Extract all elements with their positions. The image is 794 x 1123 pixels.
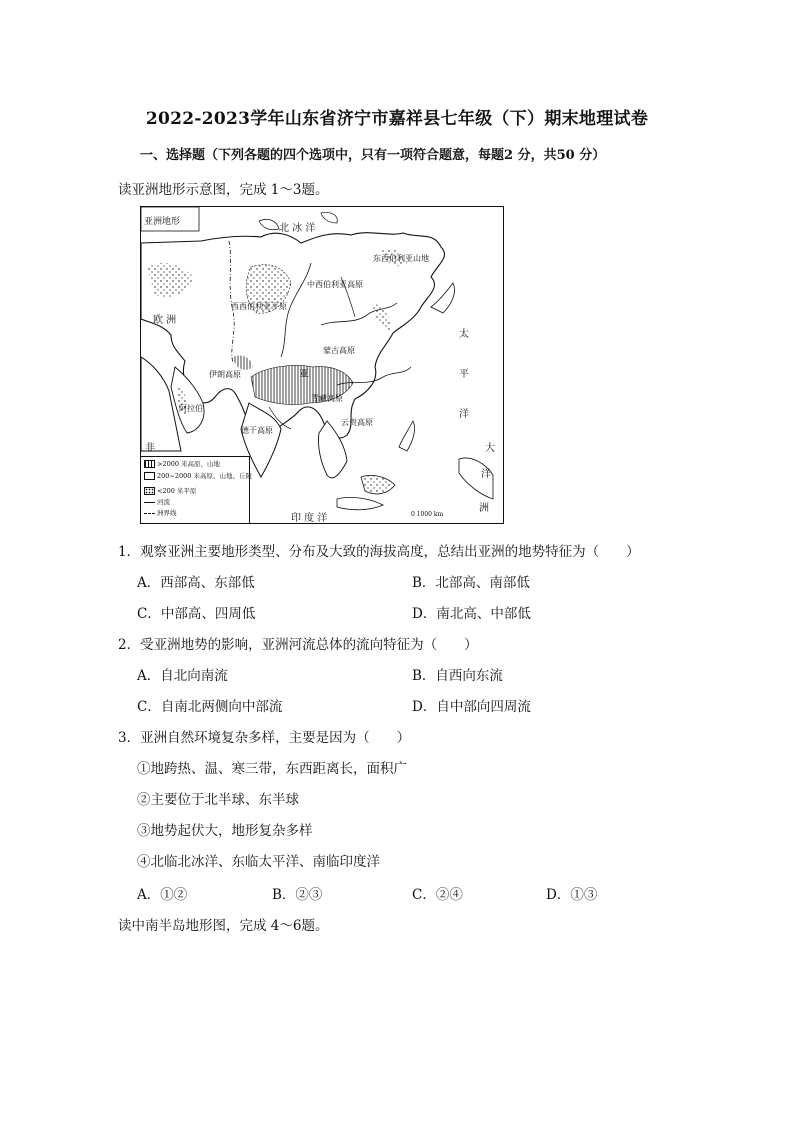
label-central-siberian-plateau: 中西伯利亚高原 (307, 280, 363, 289)
legend-swatch-boundary (144, 513, 155, 514)
label-arabia: 阿拉伯 (179, 404, 203, 413)
label-europe: 欧 洲 (153, 315, 177, 326)
question-2-option-b[interactable]: B．自西向东流 (412, 668, 503, 684)
label-west-siberian-plain: 西西伯利亚平原 (231, 302, 287, 311)
legend-swatch-river (144, 502, 155, 503)
question-1-option-b[interactable]: B．北部高、南部低 (412, 575, 530, 591)
legend-item-mid (144, 472, 252, 480)
question-3-option-c[interactable]: C．②④ (412, 887, 463, 903)
legend-label: >2000 米高原、山地 (157, 460, 221, 468)
label-east-siberian-mountains: 东西伯利亚山地 (373, 254, 429, 263)
legend-label: <200 米平原 (157, 487, 197, 495)
question-3-statement-1: ①地跨热、温、寒三带，东西距离长，面积广 (137, 761, 407, 777)
legend-label: 200~2000 米高原、山地、丘陵 (157, 472, 252, 480)
label-iranian-plateau: 伊朗高原 (209, 370, 241, 379)
label-deccan-plateau: 德干高原 (241, 426, 273, 435)
legend-swatch-blank (144, 472, 155, 480)
legend-swatch-dots (144, 487, 155, 495)
question-3-statement-2: ②主要位于北半球、东半球 (137, 792, 299, 808)
label-oceania-1: 大 (485, 443, 495, 454)
map-legend (141, 456, 250, 523)
legend-label: 洲界线 (157, 509, 177, 517)
legend-item-boundary (144, 510, 177, 517)
label-indian-ocean: 印 度 洋 (291, 513, 328, 524)
legend-item-river (144, 499, 170, 506)
map-scale: 0 1000 km (411, 511, 444, 518)
question-3-option-b[interactable]: B．②③ (272, 887, 323, 903)
legend-item-low (144, 487, 196, 495)
label-pacific-2: 平 (459, 369, 469, 380)
intro-text-1: 读亚洲地形示意图，完成 1～3题。 (118, 182, 329, 198)
label-mongolian-plateau: 蒙古高原 (323, 346, 355, 355)
exam-title: 2022-2023学年山东省济宁市嘉祥县七年级（下）期末地理试卷 (145, 109, 649, 129)
legend-label: 河流 (157, 498, 170, 506)
label-tibetan-plateau: 青藏高原 (311, 394, 343, 403)
label-arctic-ocean: 北 冰 洋 (279, 223, 316, 234)
question-3-option-d[interactable]: D．①③ (546, 887, 598, 903)
label-africa: 非 (145, 443, 155, 454)
question-3-stem: 3．亚洲自然环境复杂多样，主要是因为（ ） (118, 730, 411, 746)
question-1-option-c[interactable]: C．中部高、四周低 (137, 606, 256, 622)
label-oceania-3: 洲 (479, 503, 489, 514)
question-3-statement-3: ③地势起伏大，地形复杂多样 (137, 823, 313, 839)
question-1-stem: 1．观察亚洲主要地形类型、分布及大致的海拔高度，总结出亚洲的地势特征为（ ） (118, 544, 640, 560)
question-3-option-a[interactable]: A．①② (137, 887, 188, 903)
legend-item-high (144, 460, 220, 468)
label-asia: 亚 (299, 369, 309, 380)
question-1-option-a[interactable]: A．西部高、东部低 (137, 575, 255, 591)
asia-terrain-map (140, 206, 504, 524)
label-pacific-1: 太 (459, 329, 469, 340)
question-1-option-d[interactable]: D．南北高、中部低 (412, 606, 531, 622)
legend-swatch-lines (144, 460, 155, 468)
section-heading: 一、选择题（下列各题的四个选项中，只有一项符合题意，每题2 分，共50 分） (140, 148, 606, 163)
question-2-stem: 2．受亚洲地势的影响，亚洲河流总体的流向特征为（ ） (118, 637, 478, 653)
label-pacific-3: 洋 (459, 409, 469, 420)
label-yungui-plateau: 云贵高原 (341, 418, 373, 427)
map-box-title: 亚洲地形 (144, 217, 181, 227)
question-2-option-d[interactable]: D．自中部向四周流 (412, 699, 531, 715)
question-3-statement-4: ④北临北冰洋、东临太平洋、南临印度洋 (137, 854, 380, 870)
question-2-option-c[interactable]: C．自南北两侧向中部流 (137, 699, 283, 715)
label-oceania-2: 洋 (481, 469, 491, 480)
intro-text-2: 读中南半岛地形图，完成 4～6题。 (118, 918, 329, 934)
question-2-option-a[interactable]: A．自北向南流 (137, 668, 228, 684)
